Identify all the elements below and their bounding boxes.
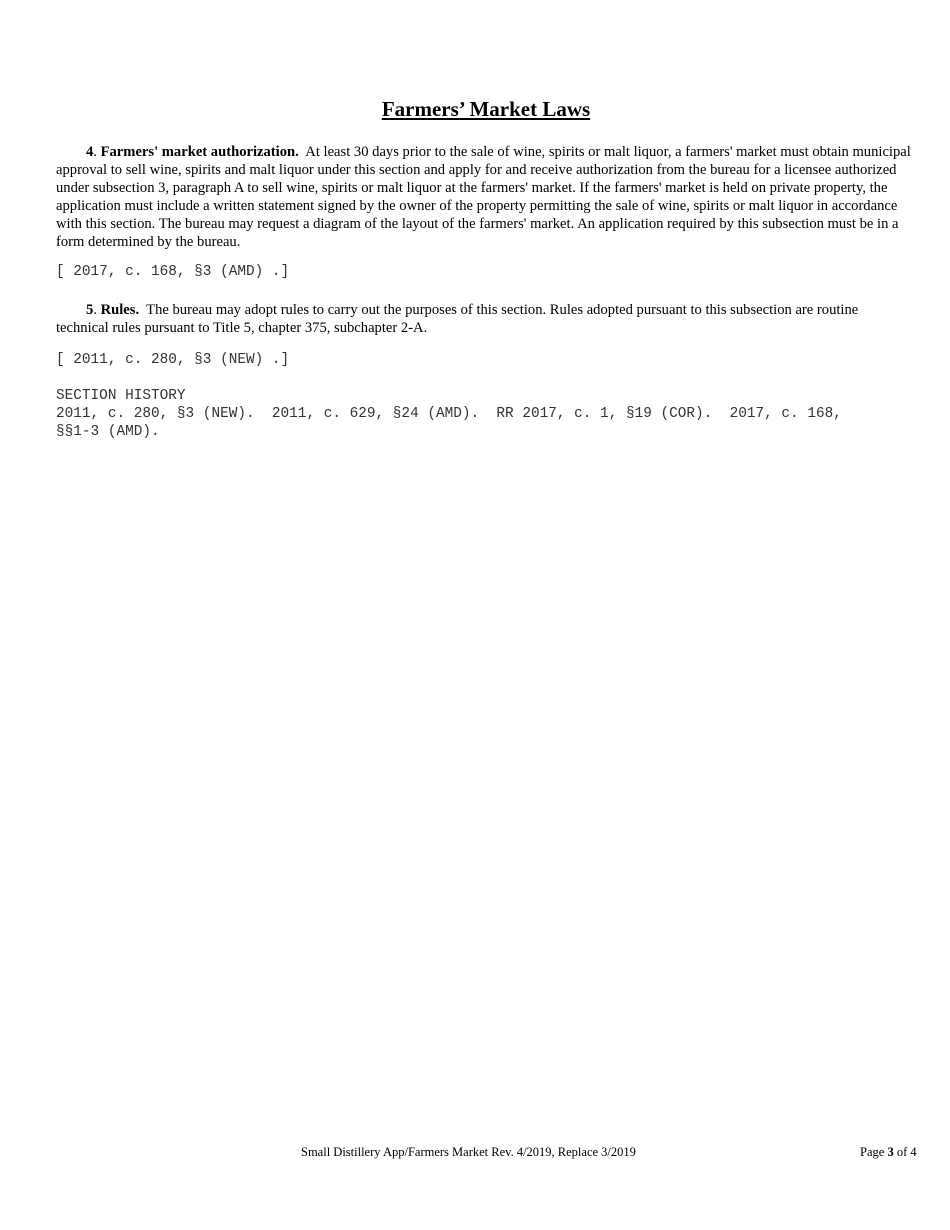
page-total: 4: [910, 1145, 917, 1159]
footer-form-label: Small Distillery App/Farmers Market Rev. 4/2019, Replace 3/2019: [301, 1145, 636, 1159]
subsection-number: 4: [86, 144, 94, 160]
section-history-line: 2011, c. 280, §3 (NEW). 2011, c. 629, §24 (AMD). RR 2017, c. 1, §19 (COR). 2017, c. 168,: [56, 406, 842, 422]
page-prefix: Page: [860, 1145, 888, 1159]
section-history-heading: SECTION HISTORY: [56, 388, 186, 404]
subsection-separator: .: [93, 302, 101, 318]
subsection-4-amendment-note: [ 2017, c. 168, §3 (AMD) .]: [56, 264, 290, 280]
subsection-5-paragraph: [56, 301, 914, 337]
subsection-heading: Farmers' market authorization.: [100, 144, 299, 160]
page-current: 3: [887, 1145, 894, 1159]
page-of: of: [893, 1145, 911, 1159]
subsection-separator: .: [93, 144, 101, 160]
subsection-4-paragraph: [56, 143, 914, 251]
footer-page-number: [860, 1145, 917, 1160]
subsection-5-amendment-note: [ 2011, c. 280, §3 (NEW) .]: [56, 352, 290, 368]
section-history-line: §§1-3 (AMD).: [56, 424, 160, 440]
page-title: Farmers’ Market Laws: [381, 97, 591, 121]
subsection-body: The bureau may adopt rules to carry out the purposes of this section. Rules adopted pursuant to this subsection are routine technical rules pursuant to Title 5, chapter 375, subchapter 2-A.: [56, 302, 859, 336]
subsection-body: At least 30 days prior to the sale of wine, spirits or malt liquor, a farmers' market must obtain municipal approval to sell wine, spirits and malt liquor under this section and apply for and receive authorization from the bureau for a licensee authorized under subsection 3, paragraph A to sell wine, spirits or malt liquor at the farmers' market. If the farmers' market is held on private property, the application must include a written statement signed by the owner of the property permitting the sale of wine, spirits or malt liquor in accordance with this section. The bureau may request a diagram of the layout of the farmers' market. An application required by this subsection must be in a form determined by the bureau.: [56, 144, 911, 250]
subsection-heading: Rules.: [100, 302, 140, 318]
subsection-number: 5: [86, 302, 94, 318]
